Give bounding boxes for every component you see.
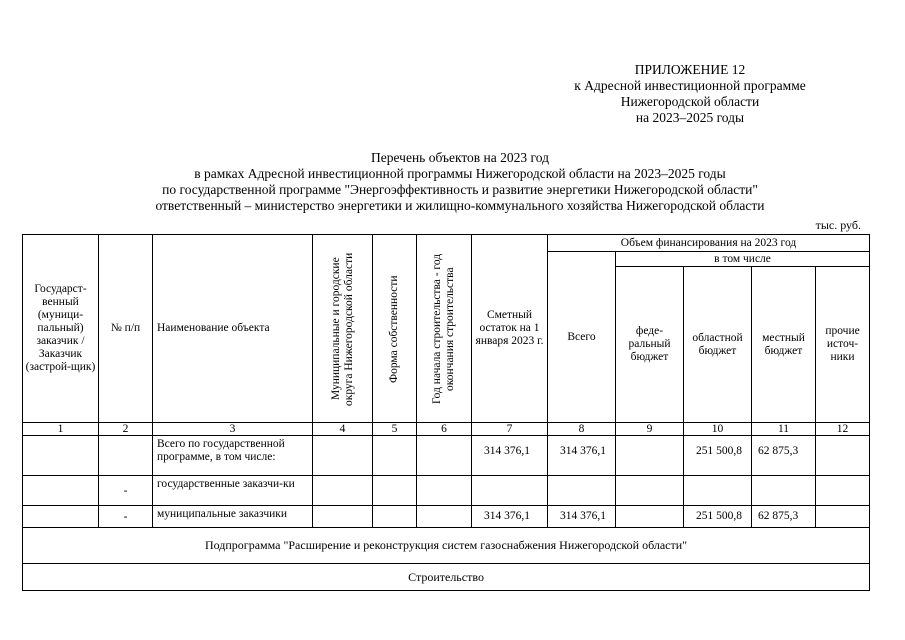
header-funding: Объем финансирования на 2023 год	[548, 235, 870, 252]
col-number: 11	[752, 423, 816, 436]
row-regional	[684, 476, 752, 506]
row-object-name: Всего по государственной программе, в том числе:	[153, 436, 313, 476]
col-number: 10	[684, 423, 752, 436]
header-municipality: Муниципальные и городские округа Нижегородской области	[313, 235, 373, 423]
row-total	[548, 476, 616, 506]
col-number: 6	[417, 423, 472, 436]
row-other	[816, 506, 870, 528]
row-local: 62 875,3	[752, 506, 816, 528]
col-number: 8	[548, 423, 616, 436]
column-number-row	[23, 423, 870, 436]
subprogram-title: Подпрограмма "Расширение и реконструкция систем газоснабжения Нижегородской области"	[23, 528, 870, 564]
header-other: прочие источ-ники	[816, 267, 870, 423]
col-number: 1	[23, 423, 99, 436]
row-total: 314 376,1	[548, 436, 616, 476]
row-object-name: муниципальные заказчики	[153, 506, 313, 528]
header-federal: феде-ральный бюджет	[616, 267, 684, 423]
appendix-number: ПРИЛОЖЕНИЕ 12	[634, 62, 746, 77]
header-total: Всего	[548, 252, 616, 423]
row-number: -	[99, 506, 153, 528]
row-balance: 314 376,1	[472, 506, 548, 528]
table-row	[23, 476, 870, 506]
col-number: 12	[816, 423, 870, 436]
title-line: Перечень объектов на 2023 год	[371, 150, 549, 165]
row-federal	[616, 476, 684, 506]
table-row	[23, 436, 870, 476]
title-line: по государственной программе "Энергоэффективность и развитие энергетики Нижегородской области"	[162, 182, 758, 197]
col-number: 7	[472, 423, 548, 436]
appendix-line: к Адресной инвестиционной программе	[574, 78, 806, 93]
header-regional: областной бюджет	[684, 267, 752, 423]
row-regional: 251 500,8	[684, 506, 752, 528]
objects-table	[22, 234, 870, 591]
appendix-line: на 2023–2025 годы	[635, 110, 745, 125]
header-construction-years: Год начала строительства - год окончания строительства	[417, 235, 472, 423]
row-number	[99, 436, 153, 476]
row-regional: 251 500,8	[684, 436, 752, 476]
title-line: ответственный – министерство энергетики и жилищно-коммунального хозяйства Нижегородской области	[155, 198, 765, 213]
row-other	[816, 476, 870, 506]
section-row	[23, 564, 870, 591]
row-number: -	[99, 476, 153, 506]
col-number: 9	[616, 423, 684, 436]
header-customer: Государст-венный (муници-пальный) заказчик / Заказчик (застрой-щик)	[23, 235, 99, 423]
header-object-name: Наименование объекта	[153, 235, 313, 423]
col-number: 3	[153, 423, 313, 436]
header-ownership: Форма собственности	[373, 235, 417, 423]
document-title	[40, 150, 880, 214]
col-number: 4	[313, 423, 373, 436]
appendix-header	[540, 62, 840, 126]
units-label: тыс. руб.	[815, 218, 861, 232]
header-number: № п/п	[99, 235, 153, 423]
col-number: 2	[99, 423, 153, 436]
section-title: Строительство	[23, 564, 870, 591]
title-line: в рамках Адресной инвестиционной программы Нижегородской области на 2023–2025 годы	[194, 166, 726, 181]
table-row	[23, 506, 870, 528]
appendix-line: Нижегородской области	[620, 94, 760, 109]
row-balance	[472, 476, 548, 506]
row-federal	[616, 436, 684, 476]
header-including: в том числе	[616, 252, 870, 267]
row-object-name: государственные заказчи-ки	[153, 476, 313, 506]
header-estimate-balance: Сметный остаток на 1 января 2023 г.	[472, 235, 548, 423]
row-other	[816, 436, 870, 476]
header-local: местный бюджет	[752, 267, 816, 423]
row-local: 62 875,3	[752, 436, 816, 476]
row-balance: 314 376,1	[472, 436, 548, 476]
row-federal	[616, 506, 684, 528]
row-total: 314 376,1	[548, 506, 616, 528]
subprogram-row	[23, 528, 870, 564]
row-local	[752, 476, 816, 506]
col-number: 5	[373, 423, 417, 436]
